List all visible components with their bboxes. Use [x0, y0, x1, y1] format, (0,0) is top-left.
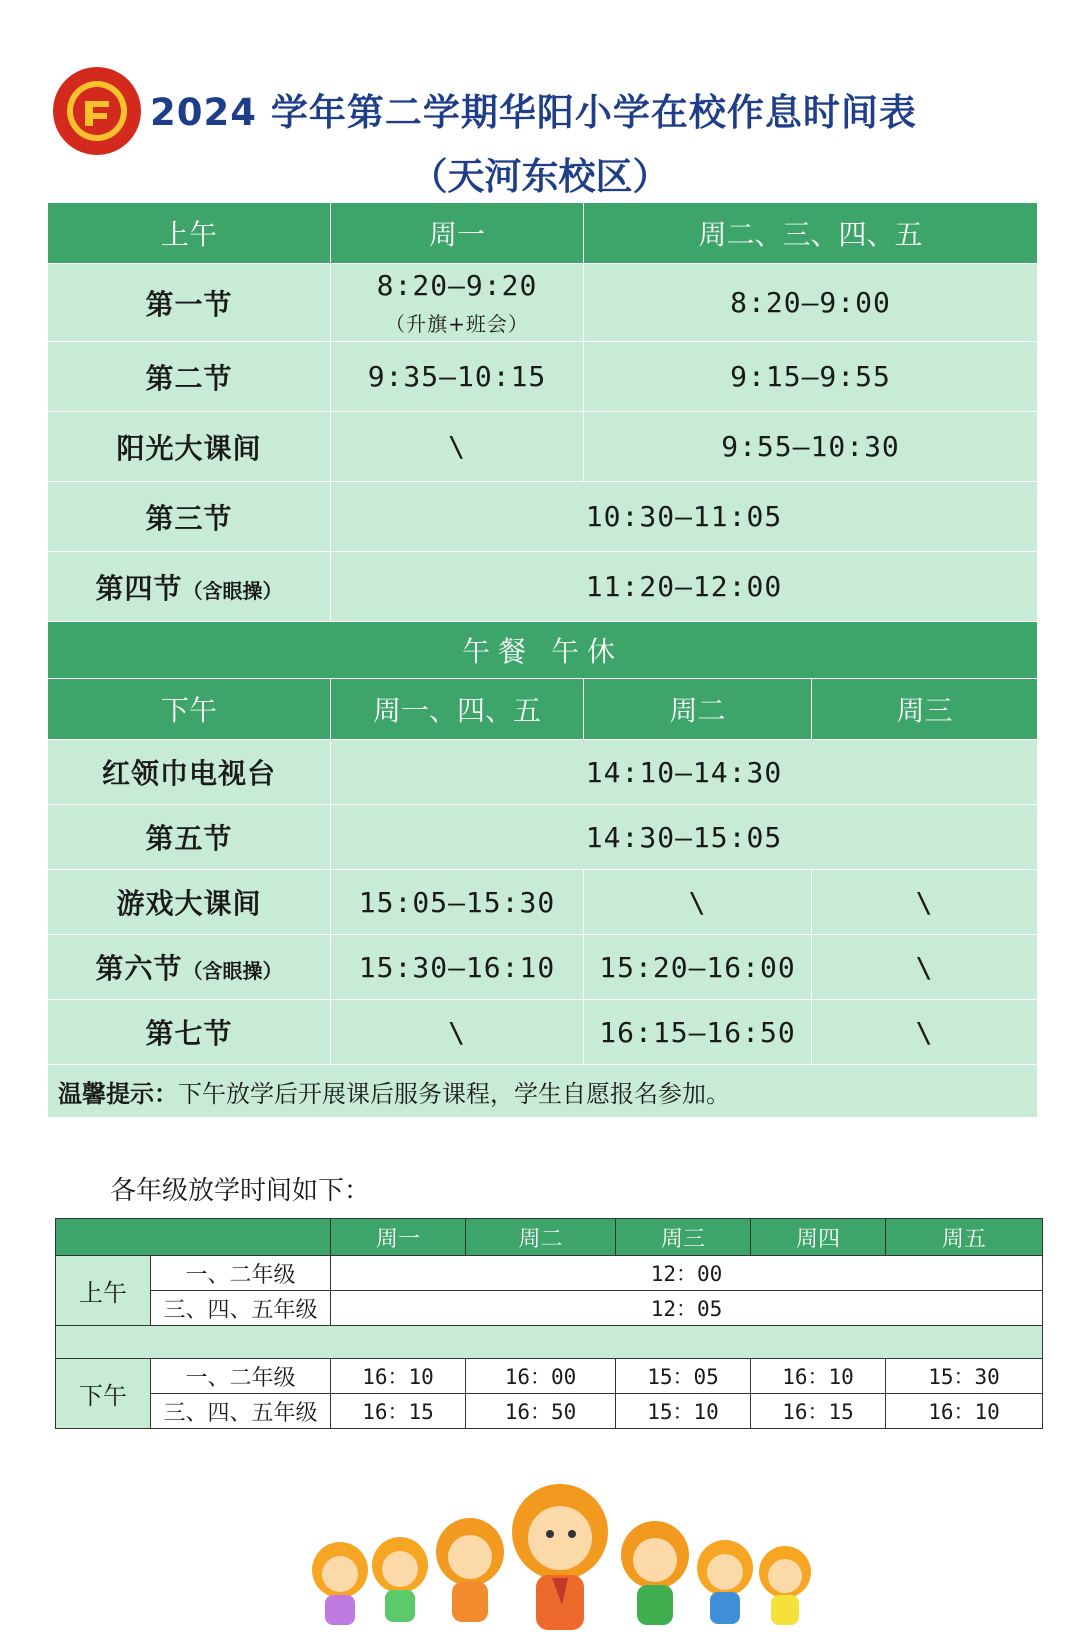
- dismissal-time: 16：50: [466, 1394, 616, 1429]
- header-tue-fri: 周二、三、四、五: [584, 203, 1038, 264]
- table-row: [48, 805, 1038, 870]
- grade-label: 三、四、五年级: [151, 1291, 331, 1326]
- period-label-text: 第六节: [95, 952, 183, 985]
- tip-cell: [48, 1065, 1038, 1118]
- dismissal-time: 15：10: [616, 1394, 751, 1429]
- schedule-table: [47, 202, 1038, 1118]
- time-cell: \: [331, 1000, 584, 1065]
- table-row: [48, 740, 1038, 805]
- mascot-icon: [697, 1540, 753, 1624]
- period-label: 阳光大课间: [48, 412, 331, 482]
- table-row: [48, 342, 1038, 412]
- time-cell: 15:05—15:30: [331, 870, 584, 935]
- page-subtitle: （天河东校区）: [410, 155, 670, 198]
- time-cell: \: [584, 870, 812, 935]
- afternoon-header-row: [48, 679, 1038, 740]
- time-cell: 11:20—12:00: [331, 552, 1038, 622]
- time-cell: \: [812, 935, 1038, 1000]
- period-label: [48, 552, 331, 622]
- table-row: [56, 1256, 1043, 1291]
- dismissal-time: 12：00: [331, 1256, 1043, 1291]
- header-monday: 周一: [331, 203, 584, 264]
- dismissal-time: 15：05: [616, 1359, 751, 1394]
- morning-header-row: [48, 203, 1038, 264]
- dismissal-time: 12：05: [331, 1291, 1043, 1326]
- day-header: 周五: [886, 1219, 1043, 1256]
- time-value: 8:20—9:20: [376, 268, 538, 302]
- time-cell: [331, 264, 584, 342]
- period-label: 游戏大课间: [48, 870, 331, 935]
- header-tuesday: 周二: [584, 679, 812, 740]
- time-note: （升旗+班会）: [385, 311, 529, 336]
- header-wednesday: 周三: [812, 679, 1038, 740]
- school-logo-icon: [52, 66, 142, 156]
- page-header: [0, 0, 1080, 200]
- time-cell: 8:20—9:00: [584, 264, 1038, 342]
- spacer-cell: [56, 1326, 1043, 1359]
- dismissal-table: [55, 1218, 1043, 1429]
- period-label: 第七节: [48, 1000, 331, 1065]
- spacer-row: [56, 1326, 1043, 1359]
- header-morning: 上午: [48, 203, 331, 264]
- tip-text: 下午放学后开展课后服务课程，学生自愿报名参加。: [178, 1079, 730, 1108]
- time-cell: 9:55—10:30: [584, 412, 1038, 482]
- dismissal-time: 15：30: [886, 1359, 1043, 1394]
- dismissal-header-blank: [56, 1219, 331, 1256]
- period-label: 第一节: [48, 264, 331, 342]
- period-label: [48, 935, 331, 1000]
- period-label-note: （含眼操）: [182, 578, 283, 603]
- time-cell: 9:35—10:15: [331, 342, 584, 412]
- header-afternoon: 下午: [48, 679, 331, 740]
- period-label: 红领巾电视台: [48, 740, 331, 805]
- table-row: [48, 870, 1038, 935]
- time-cell: 16:15—16:50: [584, 1000, 812, 1065]
- tip-label: 温馨提示：: [58, 1079, 178, 1108]
- day-header: 周二: [466, 1219, 616, 1256]
- period-label: 第二节: [48, 342, 331, 412]
- period-label-note: （含眼操）: [182, 959, 283, 983]
- header-mon-thu-fri: 周一、四、五: [331, 679, 584, 740]
- afternoon-group-label: 下午: [56, 1359, 151, 1429]
- mascot-icon: [372, 1537, 428, 1622]
- dismissal-time: 16：10: [886, 1394, 1043, 1429]
- table-row: [48, 482, 1038, 552]
- table-row: [48, 552, 1038, 622]
- dismissal-title: 各年级放学时间如下：: [110, 1176, 371, 1206]
- day-header: 周四: [751, 1219, 886, 1256]
- time-cell: \: [812, 870, 1038, 935]
- mascot-icon: [512, 1484, 608, 1630]
- time-cell: 9:15—9:55: [584, 342, 1038, 412]
- mascot-icon: [759, 1546, 811, 1625]
- page-title: 2024 学年第二学期华阳小学在校作息时间表: [150, 91, 917, 134]
- grade-label: 三、四、五年级: [151, 1394, 331, 1429]
- grade-label: 一、二年级: [151, 1359, 331, 1394]
- table-row: [48, 264, 1038, 342]
- mascot-icon: [312, 1542, 368, 1625]
- dismissal-time: 16：10: [751, 1359, 886, 1394]
- day-header: 周一: [331, 1219, 466, 1256]
- lunch-row: [48, 622, 1038, 679]
- dismissal-time: 16：15: [751, 1394, 886, 1429]
- dismissal-time: 16：00: [466, 1359, 616, 1394]
- period-label-text: 第四节: [95, 571, 183, 605]
- dismissal-time: 16：15: [331, 1394, 466, 1429]
- lunch-label: 午餐 午休: [48, 622, 1038, 679]
- table-row: [56, 1394, 1043, 1429]
- table-row: [56, 1359, 1043, 1394]
- morning-group-label: 上午: [56, 1256, 151, 1326]
- time-cell: 14:10—14:30: [331, 740, 1038, 805]
- mascot-icon: [436, 1518, 504, 1622]
- time-cell: \: [812, 1000, 1038, 1065]
- day-header: 周三: [616, 1219, 751, 1256]
- time-cell: 14:30—15:05: [331, 805, 1038, 870]
- table-row: [48, 1000, 1038, 1065]
- period-label: 第五节: [48, 805, 331, 870]
- table-row: [56, 1291, 1043, 1326]
- grade-label: 一、二年级: [151, 1256, 331, 1291]
- mascot-icon: [621, 1521, 689, 1625]
- table-row: [48, 412, 1038, 482]
- dismissal-header-row: [56, 1219, 1043, 1256]
- time-cell: 10:30—11:05: [331, 482, 1038, 552]
- period-label: 第三节: [48, 482, 331, 552]
- time-cell: 15:20—16:00: [584, 935, 812, 1000]
- dismissal-time: 16：10: [331, 1359, 466, 1394]
- mascots-illustration-icon: [300, 1470, 860, 1640]
- table-row: [48, 935, 1038, 1000]
- time-cell: \: [331, 412, 584, 482]
- time-cell: 15:30—16:10: [331, 935, 584, 1000]
- tip-row: [48, 1065, 1038, 1118]
